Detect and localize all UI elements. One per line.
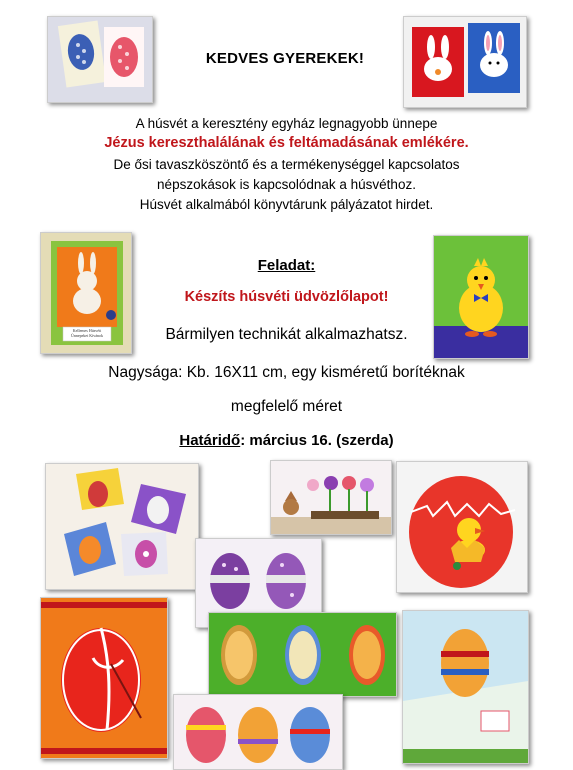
- photo-orange-egg-card: [40, 597, 168, 759]
- photo-patterned-eggs-bottom: [173, 694, 343, 770]
- photo-popup-egg-card: [402, 610, 529, 764]
- photo-green-frame-eggs: [208, 612, 397, 697]
- task-heading: Feladat:: [257, 257, 316, 274]
- task-instruction: Készíts húsvéti üdvözlőlapot!: [184, 289, 389, 305]
- task-size-line-1: Nagysága: Kb. 16X11 cm, egy kisméretű borítéknak: [108, 364, 465, 381]
- task-size-line-2: megfelelő méret: [230, 398, 343, 415]
- intro-line-2: Jézus kereszthalálának és feltámadásának emlékére.: [104, 135, 469, 151]
- intro-line-4: népszokások is kapcsolódnak a húsvéthoz.: [157, 177, 416, 192]
- photo-cracked-egg-card: [396, 461, 528, 593]
- deadline-label: Határidő: [179, 432, 241, 449]
- page-title: KEDVES GYEREKEK!: [205, 50, 365, 67]
- intro-line-3: De ősi tavaszköszöntő és a termékenységgel kapcsolatos: [113, 157, 460, 172]
- task-technique: Bármilyen technikát alkalmazhatsz.: [165, 326, 408, 343]
- photo-flowers-card: [270, 460, 392, 535]
- deadline-value: : március 16. (szerda): [240, 432, 394, 449]
- intro-line-1: A húsvét a keresztény egyház legnagyobb ünnepe: [135, 116, 438, 131]
- bunny-card-label: Kellemes Húsvéti Ünnepeket Kívánok: [70, 328, 104, 338]
- photo-envelope-cards: [45, 463, 199, 590]
- photo-orange-bunny-card: [40, 232, 132, 354]
- photo-bunny-cards: [403, 16, 527, 108]
- intro-line-5: Húsvét alkalmából könyvtárunk pályázatot hirdet.: [139, 197, 434, 212]
- photo-chick-card: [433, 235, 529, 359]
- task-deadline: [100, 432, 473, 449]
- photo-egg-card: [47, 16, 153, 103]
